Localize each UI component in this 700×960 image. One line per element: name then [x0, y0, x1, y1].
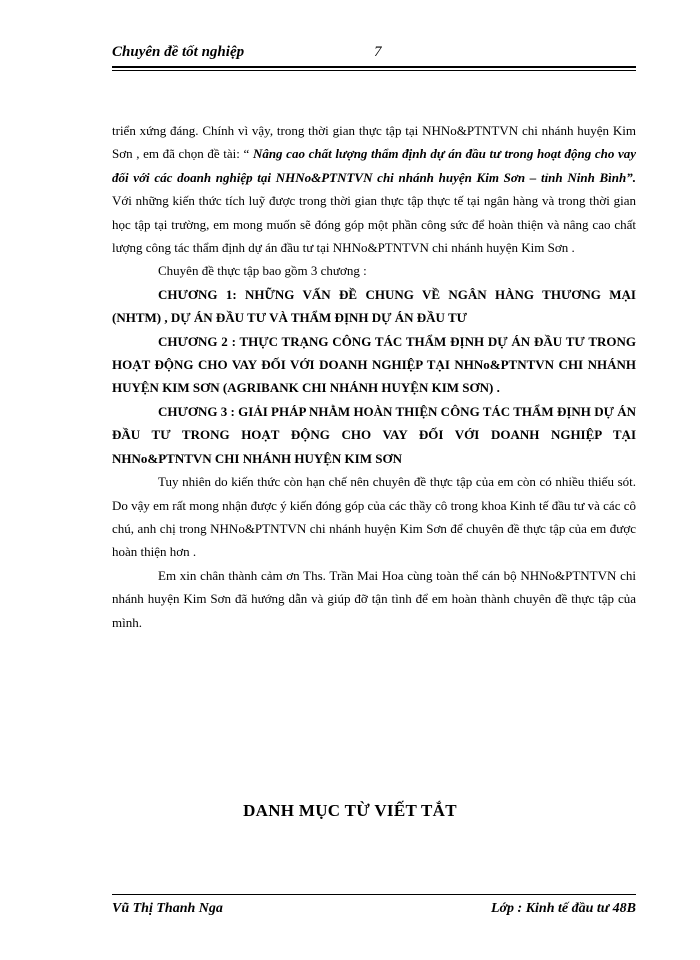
header-rule-thin	[112, 70, 636, 71]
section-title: DANH MỤC TỪ VIẾT TẮT	[243, 801, 457, 820]
intro-paragraph	[112, 119, 636, 259]
intro-text-b: Với những kiến thức tích luỹ được trong thời gian thực tập thực tế tại ngân hàng và trong thời gian học tập tại trường, em mong muốn sẽ đóng góp một phần công sức để hoàn thiện và nâng cao chất lượng công tác thẩm định dự án đầu tư tại NHNo&PTNTVN chi nhánh huyện Kim Sơn .	[112, 193, 636, 256]
header-rule-thick	[112, 66, 636, 68]
thanks-paragraph: Em xin chân thành cảm ơn Ths. Trần Mai Hoa cùng toàn thể cán bộ NHNo&PTNTVN chi nhánh huyện Kim Sơn đã hướng dẫn và giúp đỡ tận tình để em hoàn thành chuyên đề thực tập của mình.	[112, 567, 636, 630]
intro-text-a: triển xứng đáng. Chính vì vậy, trong thời gian thực tập tại NHNo&PTNTVN chi nhánh huyện Kim Sơn , em đã chọn đề tài: “	[112, 123, 636, 162]
chapter-3: CHƯƠNG 3 : GIẢI PHÁP NHẰM HOÀN THIỆN CÔNG TÁC THẨM ĐỊNH DỰ ÁN ĐẦU TƯ TRONG HOẠT ĐỘNG CHO VAY ĐỐI VỚI DOANH NGHIỆP TẠI NHNo&PTNTVN CHI NHÁNH HUYỆN KIM SƠN	[112, 403, 636, 466]
document-body	[112, 119, 636, 634]
chapters-intro: Chuyên đề thực tập bao gồm 3 chương :	[158, 263, 367, 279]
footer-rule	[112, 894, 636, 895]
chapter-1: CHƯƠNG 1: NHỮNG VẤN ĐỀ CHUNG VỀ NGÂN HÀNG THƯƠNG MẠI (NHTM) , DỰ ÁN ĐẦU TƯ VÀ THẨM ĐỊNH DỰ ÁN ĐẦU TƯ	[112, 286, 636, 326]
header-title: Chuyên đề tốt nghiệp	[112, 44, 245, 60]
footer-author: Vũ Thị Thanh Nga	[112, 901, 223, 916]
thesis-topic: Nâng cao chất lượng thẩm định dự án đầu tư trong hoạt động cho vay đối với các doanh nghiệp tại NHNo&PTNTVN chi nhánh huyện Kim Sơn – tỉnh Ninh Bình”.	[112, 146, 637, 185]
page-header	[112, 42, 635, 64]
limitations-paragraph: Tuy nhiên do kiến thức còn hạn chế nên chuyên đề thực tập của em còn có nhiều thiếu sót. Do vậy em rất mong nhận được ý kiến đóng góp của các thầy cô trong khoa Kinh tế đầu tư và các cô chú, anh chị trong NHNo&PTNTVN chi nhánh huyện Kim Sơn để chuyên đề thực tập của em được hoàn thiện hơn .	[112, 474, 636, 560]
chapter-2: CHƯƠNG 2 : THỰC TRẠNG CÔNG TÁC THẨM ĐỊNH DỰ ÁN ĐẦU TƯ TRONG HOẠT ĐỘNG CHO VAY ĐỐI VỚI DOANH NGHIỆP TẠI NHNo&PTNTVN CHI NHÁNH HUYỆN KIM SƠN (AGRIBANK CHI NHÁNH HUYỆN KIM SƠN) .	[112, 333, 636, 396]
footer-class: Lớp : Kinh tế đầu tư 48B	[490, 901, 636, 916]
page-number: 7	[374, 44, 382, 60]
